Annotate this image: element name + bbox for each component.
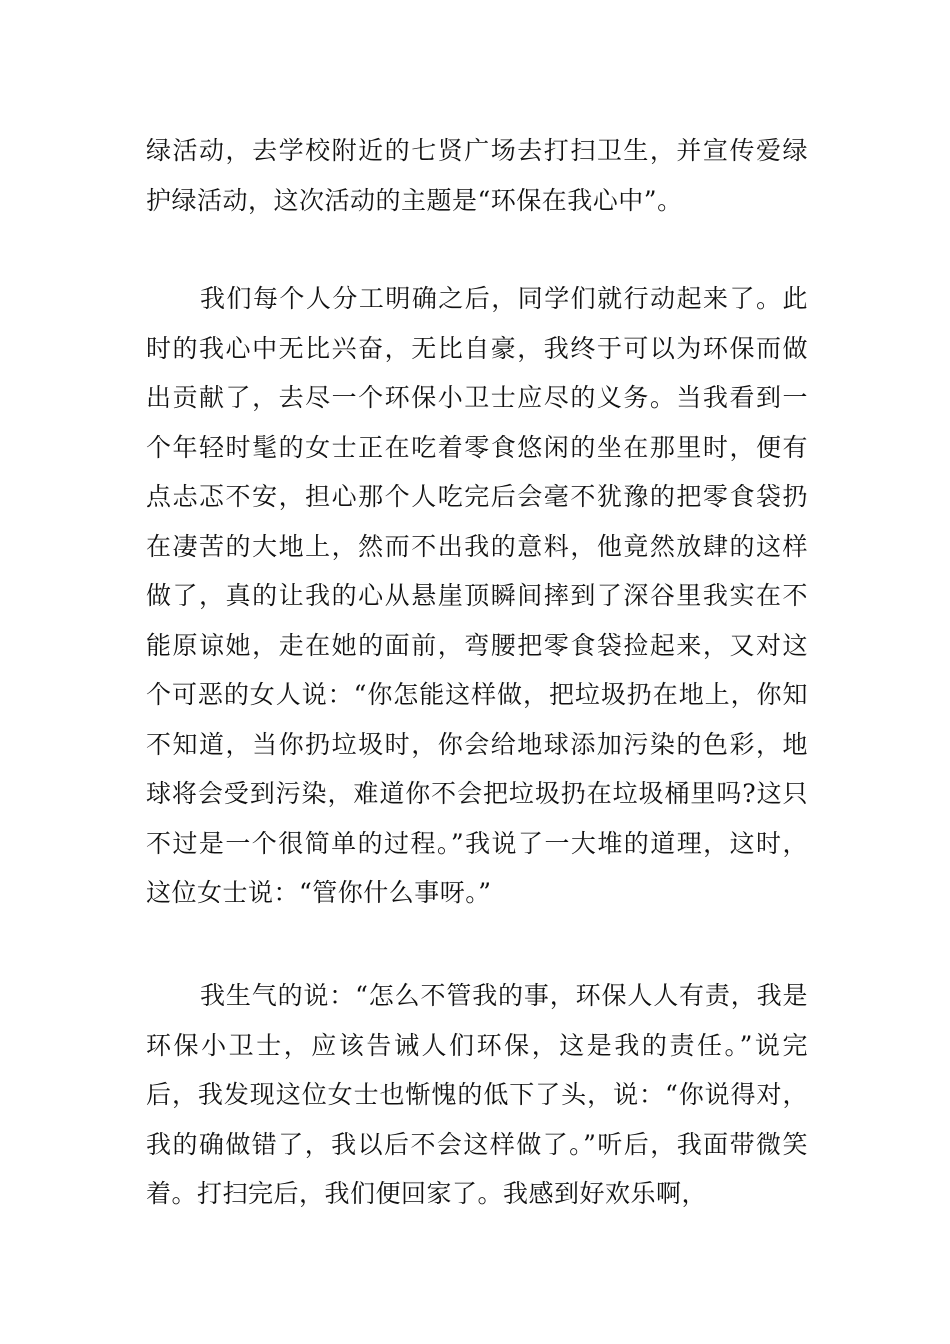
paragraph-reply: 我生气的说：“怎么不管我的事，环保人人有责，我是环保小卫士，应该告诫人们环保，这是我的责任。”说完后，我发现这位女士也惭愧的低下了头，说：“你说得对，我的确做错了，我以后不会这样做了。”听后，我面带微笑着。打扫完后，我们便回家了。我感到好欢乐啊， bbox=[146, 981, 808, 1208]
paragraph-continuation: 绿活动，去学校附近的七贤广场去打扫卫生，并宣传爱绿护绿活动，这次活动的主题是“环保在我心中”。 bbox=[146, 136, 808, 215]
paragraph-cleanup-story: 我们每个人分工明确之后，同学们就行动起来了。此时的我心中无比兴奋，无比自豪，我终于可以为环保而做出贡献了，去尽一个环保小卫士应尽的义务。当我看到一个年轻时髦的女士正在吃着零食悠闲的坐在那里时，便有点忐忑不安，担心那个人吃完后会毫不犹豫的把零食袋扔在凄苦的大地上，然而不出我的意料，他竟然放肆的这样做了，真的让我的心从悬崖顶瞬间摔到了深谷里我实在不能原谅她，走在她的面前，弯腰把零食袋捡起来，又对这个可恶的女人说：“你怎能这样做，把垃圾扔在地上，你知不知道，当你扔垃圾时，你会给地球添加污染的色彩，地球将会受到污染，难道你不会把垃圾扔在垃圾桶里吗?这只不过是一个很简单的过程。”我说了一大堆的道理，这时，这位女士说：“管你什么事呀。” bbox=[146, 284, 808, 907]
